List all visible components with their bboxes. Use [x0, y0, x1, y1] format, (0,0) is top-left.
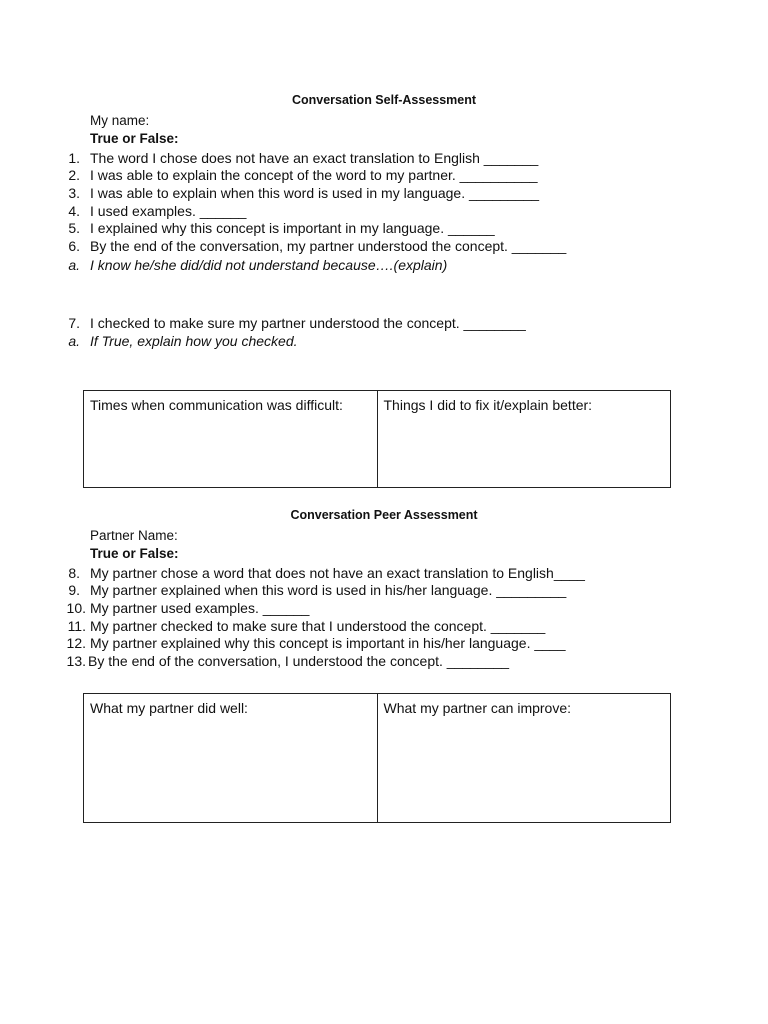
item-number: 7.: [68, 315, 80, 331]
item-number: 13.: [66, 653, 86, 669]
item-number: 1.: [68, 150, 80, 166]
item-number: 12.: [66, 635, 86, 651]
item-text: My partner explained when this word is used in his/her language. _________: [90, 582, 567, 598]
item-number: 9.: [68, 582, 80, 598]
item-text: By the end of the conversation, I understood the concept. ________: [88, 653, 510, 669]
item-number: 3.: [68, 185, 80, 201]
item-text: My partner chose a word that does not have an exact translation to English____: [90, 565, 585, 581]
partner-can-improve-cell: What my partner can improve:: [377, 694, 671, 823]
item-text: My partner used examples. ______: [90, 600, 310, 616]
item-text: By the end of the conversation, my partner understood the concept. _______: [90, 238, 567, 254]
peer-reflection-table: [83, 693, 671, 823]
peer-true-false-label: True or False:: [90, 546, 179, 561]
true-false-label: True or False:: [90, 131, 179, 146]
sub-item-text: If True, explain how you checked.: [90, 333, 298, 349]
peer-assessment-title: Conversation Peer Assessment: [290, 508, 478, 522]
item-text: I explained why this concept is important in my language. ______: [90, 220, 495, 236]
partner-name-label: Partner Name:: [90, 528, 178, 543]
item-text: I checked to make sure my partner understood the concept. ________: [90, 315, 526, 331]
fix-explain-cell: Things I did to fix it/explain better:: [377, 391, 671, 488]
my-name-label: My name:: [90, 113, 150, 128]
item-text: My partner checked to make sure that I understood the concept. _______: [90, 618, 546, 634]
partner-did-well-cell: What my partner did well:: [84, 694, 378, 823]
item-number: 8.: [68, 565, 80, 581]
sub-item-letter: a.: [68, 257, 80, 273]
item-text: I used examples. ______: [90, 203, 247, 219]
self-reflection-table: [83, 390, 671, 488]
item-number: 11.: [67, 618, 86, 634]
item-number: 5.: [68, 220, 80, 236]
item-text: The word I chose does not have an exact translation to English _______: [90, 150, 539, 166]
sub-item-letter: a.: [68, 333, 80, 349]
communication-difficult-cell: Times when communication was difficult:: [84, 391, 378, 488]
sub-item-text: I know he/she did/did not understand because….(explain): [90, 257, 448, 273]
item-number: 6.: [68, 238, 80, 254]
item-text: I was able to explain the concept of the word to my partner. __________: [90, 167, 538, 183]
item-text: I was able to explain when this word is used in my language. _________: [90, 185, 540, 201]
item-number: 4.: [68, 203, 80, 219]
item-number: 10.: [66, 600, 86, 616]
item-number: 2.: [68, 167, 80, 183]
item-text: My partner explained why this concept is important in his/her language. ____: [90, 635, 566, 651]
self-assessment-title: Conversation Self-Assessment: [291, 93, 477, 107]
